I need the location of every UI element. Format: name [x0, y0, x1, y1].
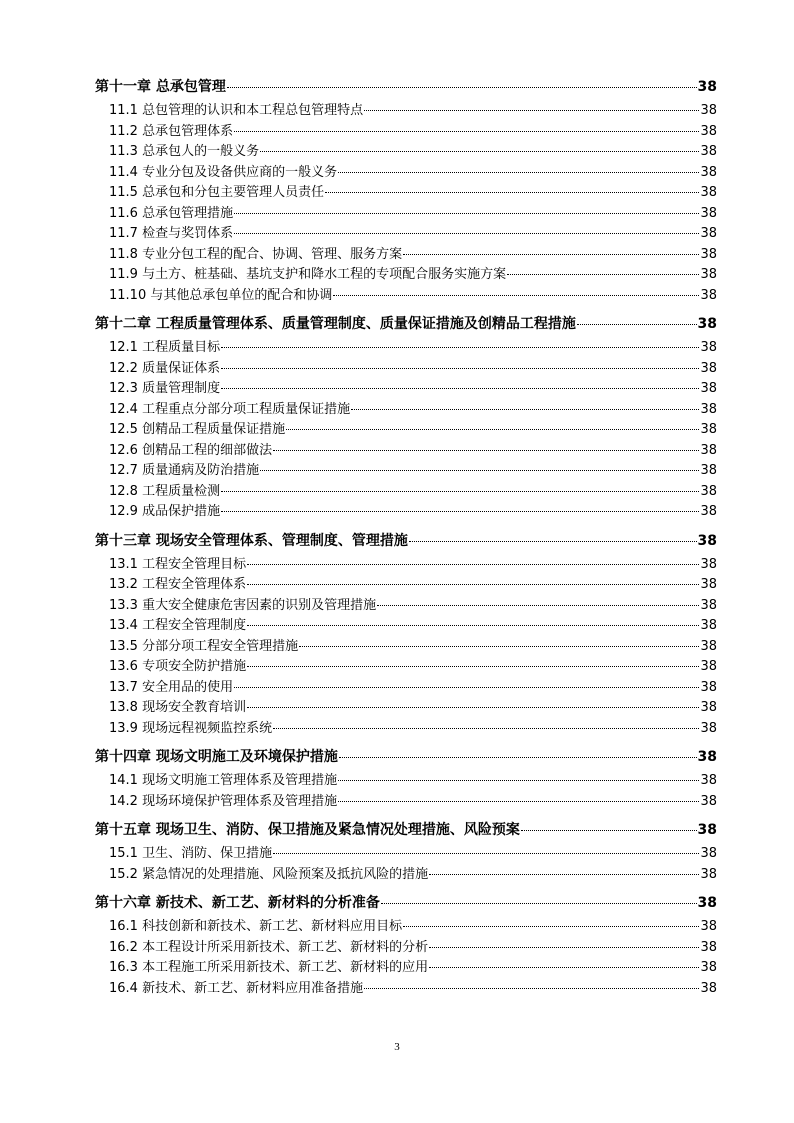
toc-chapter-entry-title: 第十二章 工程质量管理体系、质量管理制度、质量保证措施及创精品工程措施	[95, 316, 576, 332]
toc-section-entry-page-number: 38	[700, 793, 717, 809]
table-of-contents	[95, 76, 717, 997]
toc-section-entry[interactable]	[95, 614, 717, 635]
dot-leader	[338, 172, 699, 173]
toc-section-entry-title: 16.2 本工程设计所采用新技术、新工艺、新材料的分析	[109, 939, 429, 955]
toc-section-entry-page-number: 38	[700, 463, 717, 478]
toc-section-entry-title: 12.4 工程重点分部分项工程质量保证措施	[109, 401, 351, 417]
dot-leader	[339, 757, 697, 758]
toc-section-entry[interactable]	[95, 553, 717, 574]
toc-section-entry-title: 13.9 现场远程视频监控系统	[109, 720, 273, 736]
toc-section-entry-title: 12.7 质量通病及防治措施	[109, 463, 260, 478]
dot-leader	[247, 707, 699, 708]
toc-section-entry-title: 14.1 现场文明施工管理体系及管理措施	[109, 773, 338, 788]
dot-leader	[364, 110, 699, 111]
toc-section-entry[interactable]	[95, 594, 717, 615]
toc-section-entry-title: 11.5 总承包和分包主要管理人员责任	[109, 185, 325, 200]
dot-leader	[221, 347, 699, 348]
dot-leader	[273, 450, 699, 451]
dot-leader	[247, 564, 699, 565]
toc-section-entry-page-number: 38	[700, 939, 717, 955]
toc-section-entry[interactable]	[95, 202, 717, 223]
dot-leader	[429, 967, 699, 968]
toc-section-entry-title: 12.3 质量管理制度	[109, 381, 221, 396]
toc-section-entry-page-number: 38	[700, 246, 717, 262]
dot-leader	[221, 511, 699, 512]
toc-chapter-entry-title: 第十六章 新技术、新工艺、新材料的分析准备	[95, 895, 380, 911]
toc-section-entry-title: 14.2 现场环境保护管理体系及管理措施	[109, 793, 338, 809]
toc-section-entry[interactable]	[95, 398, 717, 419]
toc-section-entry-page-number: 38	[700, 980, 717, 996]
dot-leader	[351, 409, 699, 410]
toc-section-entry-page-number: 38	[700, 164, 717, 180]
toc-section-entry[interactable]	[95, 977, 717, 998]
toc-section-entry-page-number: 38	[700, 401, 717, 417]
dot-leader	[381, 903, 697, 904]
toc-section-entry-title: 16.4 新技术、新工艺、新材料应用准备措施	[109, 980, 364, 996]
dot-leader	[333, 295, 699, 296]
dot-leader	[247, 666, 699, 667]
toc-section-entry-title: 13.4 工程安全管理制度	[109, 618, 247, 633]
toc-section-entry-page-number: 38	[700, 381, 717, 396]
dot-leader	[273, 728, 699, 729]
toc-section-entry[interactable]	[95, 140, 717, 161]
toc-section-entry-title: 11.1 总包管理的认识和本工程总包管理特点	[109, 103, 364, 118]
toc-section-entry-page-number: 38	[700, 919, 717, 934]
toc-section-entry[interactable]	[95, 480, 717, 501]
toc-section-entry-page-number: 38	[700, 866, 717, 882]
toc-section-entry[interactable]	[95, 161, 717, 182]
page-number: 3	[394, 1041, 400, 1053]
toc-chapter-entry[interactable]	[95, 313, 717, 334]
dot-leader	[273, 853, 699, 854]
toc-section-entry-page-number: 38	[700, 123, 717, 139]
toc-chapter-entry[interactable]	[95, 76, 717, 97]
toc-section-entry[interactable]	[95, 418, 717, 439]
dot-leader	[507, 274, 699, 275]
toc-chapter-entry-title: 第十四章 现场文明施工及环境保护措施	[95, 749, 338, 765]
toc-section-entry[interactable]	[95, 284, 717, 305]
toc-section-entry-page-number: 38	[700, 618, 717, 633]
toc-section-entry[interactable]	[95, 222, 717, 243]
toc-section-entry[interactable]	[95, 717, 717, 738]
dot-leader	[221, 388, 699, 389]
dot-leader	[403, 254, 699, 255]
dot-leader	[409, 541, 697, 542]
toc-section-entry[interactable]	[95, 181, 717, 202]
toc-section-entry-title: 12.8 工程质量检测	[109, 483, 221, 499]
toc-section-entry[interactable]	[95, 377, 717, 398]
toc-section-entry[interactable]	[95, 459, 717, 480]
toc-section-entry[interactable]	[95, 500, 717, 521]
toc-section-entry-page-number: 38	[700, 185, 717, 200]
toc-section-entry-page-number: 38	[700, 679, 717, 695]
toc-chapter-entry-title: 第十五章 现场卫生、消防、保卫措施及紧急情况处理措施、风险预案	[95, 822, 520, 838]
toc-section-entry-page-number: 38	[700, 659, 717, 674]
toc-section-entry-title: 15.2 紧急情况的处理措施、风险预案及抵抗风险的措施	[109, 866, 429, 882]
dot-leader	[325, 192, 699, 193]
toc-section-entry-title: 11.6 总承包管理措施	[109, 205, 234, 221]
dot-leader	[247, 584, 699, 585]
toc-section-entry-title: 13.8 现场安全教育培训	[109, 700, 247, 715]
dot-leader	[299, 646, 699, 647]
toc-section-entry-title: 13.5 分部分项工程安全管理措施	[109, 638, 299, 654]
toc-section-entry-title: 12.1 工程质量目标	[109, 340, 221, 355]
toc-section-entry[interactable]	[95, 915, 717, 936]
toc-section-entry-page-number: 38	[700, 205, 717, 221]
toc-section-entry-page-number: 38	[700, 360, 717, 376]
toc-section-entry[interactable]	[95, 439, 717, 460]
dot-leader	[403, 926, 699, 927]
toc-section-entry-title: 13.3 重大安全健康危害因素的识别及管理措施	[109, 597, 377, 613]
toc-section-entry-page-number: 38	[700, 267, 717, 282]
toc-section-entry-page-number: 38	[700, 773, 717, 788]
dot-leader	[247, 625, 699, 626]
toc-section-entry-title: 12.2 质量保证体系	[109, 360, 221, 376]
toc-section-entry[interactable]	[95, 336, 717, 357]
toc-section-entry[interactable]	[95, 99, 717, 120]
toc-section-entry-page-number: 38	[700, 144, 717, 159]
toc-section-entry-page-number: 38	[700, 442, 717, 458]
toc-section-entry-page-number: 38	[700, 720, 717, 736]
toc-section-entry-page-number: 38	[700, 504, 717, 519]
toc-chapter-entry[interactable]	[95, 530, 717, 551]
toc-section-entry-title: 12.5 创精品工程质量保证措施	[109, 422, 286, 437]
toc-section-entry[interactable]	[95, 790, 717, 811]
toc-section-entry-title: 11.7 检查与奖罚体系	[109, 226, 234, 241]
toc-section-entry-title: 16.3 本工程施工所采用新技术、新工艺、新材料的应用	[109, 960, 429, 975]
toc-section-entry[interactable]	[95, 635, 717, 656]
toc-chapter-entry-title: 第十一章 总承包管理	[95, 79, 226, 95]
toc-section-entry-page-number: 38	[700, 638, 717, 654]
dot-leader	[260, 470, 699, 471]
toc-section-entry-page-number: 38	[700, 287, 717, 303]
dot-leader	[338, 780, 699, 781]
toc-section-entry-page-number: 38	[700, 422, 717, 437]
toc-section-entry-title: 13.1 工程安全管理目标	[109, 556, 247, 572]
toc-section-entry[interactable]	[95, 243, 717, 264]
toc-section-entry-page-number: 38	[700, 103, 717, 118]
toc-section-entry[interactable]	[95, 696, 717, 717]
dot-leader	[221, 368, 699, 369]
toc-section-entry-page-number: 38	[700, 700, 717, 715]
toc-section-entry[interactable]	[95, 676, 717, 697]
toc-section-entry-page-number: 38	[700, 226, 717, 241]
toc-chapter-entry-title: 第十三章 现场安全管理体系、管理制度、管理措施	[95, 532, 408, 549]
toc-section-entry-title: 12.9 成品保护措施	[109, 504, 221, 519]
toc-section-entry[interactable]	[95, 842, 717, 863]
dot-leader	[234, 233, 699, 234]
toc-section-entry[interactable]	[95, 573, 717, 594]
toc-section-entry-title: 11.3 总承包人的一般义务	[109, 144, 260, 159]
toc-section-entry[interactable]	[95, 263, 717, 284]
toc-section-entry-page-number: 38	[700, 846, 717, 861]
toc-section-entry-title: 11.10 与其他总承包单位的配合和协调	[109, 287, 333, 303]
toc-section-entry-title: 11.8 专业分包工程的配合、协调、管理、服务方案	[109, 246, 403, 262]
toc-chapter-entry-page-number: 38	[697, 532, 717, 549]
toc-section-entry-title: 11.9 与土方、桩基础、基坑支护和降水工程的专项配合服务实施方案	[109, 267, 507, 282]
dot-leader	[286, 429, 699, 430]
toc-section-entry[interactable]	[95, 655, 717, 676]
toc-section-entry[interactable]	[95, 357, 717, 378]
dot-leader	[577, 324, 697, 325]
toc-section-entry-page-number: 38	[700, 483, 717, 499]
dot-leader	[338, 801, 699, 802]
toc-section-entry[interactable]	[95, 956, 717, 977]
toc-chapter-entry[interactable]	[95, 892, 717, 913]
toc-chapter-entry-page-number: 38	[697, 895, 717, 911]
toc-section-entry-page-number: 38	[700, 556, 717, 572]
toc-section-entry-title: 11.4 专业分包及设备供应商的一般义务	[109, 164, 338, 180]
dot-leader	[234, 213, 699, 214]
dot-leader	[429, 874, 699, 875]
toc-chapter-entry-page-number: 38	[697, 316, 717, 332]
toc-chapter-entry[interactable]	[95, 819, 717, 840]
toc-section-entry-title: 16.1 科技创新和新技术、新工艺、新材料应用目标	[109, 919, 403, 934]
toc-section-entry-page-number: 38	[700, 597, 717, 613]
toc-section-entry-page-number: 38	[700, 960, 717, 975]
toc-section-entry-title: 13.7 安全用品的使用	[109, 679, 234, 695]
toc-chapter-entry-page-number: 38	[697, 749, 717, 765]
dot-leader	[364, 988, 699, 989]
dot-leader	[221, 491, 699, 492]
toc-chapter-entry-page-number: 38	[697, 79, 717, 95]
toc-chapter-entry[interactable]	[95, 746, 717, 767]
toc-section-entry-title: 12.6 创精品工程的细部做法	[109, 442, 273, 458]
toc-section-entry[interactable]	[95, 863, 717, 884]
toc-section-entry-title: 15.1 卫生、消防、保卫措施	[109, 846, 273, 861]
toc-section-entry-title: 11.2 总承包管理体系	[109, 123, 234, 139]
dot-leader	[234, 131, 699, 132]
toc-section-entry[interactable]	[95, 936, 717, 957]
toc-section-entry[interactable]	[95, 769, 717, 790]
toc-section-entry-page-number: 38	[700, 577, 717, 592]
toc-section-entry-title: 13.2 工程安全管理体系	[109, 577, 247, 592]
toc-section-entry-title: 13.6 专项安全防护措施	[109, 659, 247, 674]
toc-section-entry-page-number: 38	[700, 340, 717, 355]
dot-leader	[521, 830, 697, 831]
toc-chapter-entry-page-number: 38	[697, 822, 717, 838]
dot-leader	[227, 87, 697, 88]
dot-leader	[234, 687, 699, 688]
dot-leader	[377, 605, 699, 606]
dot-leader	[260, 151, 699, 152]
toc-section-entry[interactable]	[95, 120, 717, 141]
dot-leader	[429, 947, 699, 948]
